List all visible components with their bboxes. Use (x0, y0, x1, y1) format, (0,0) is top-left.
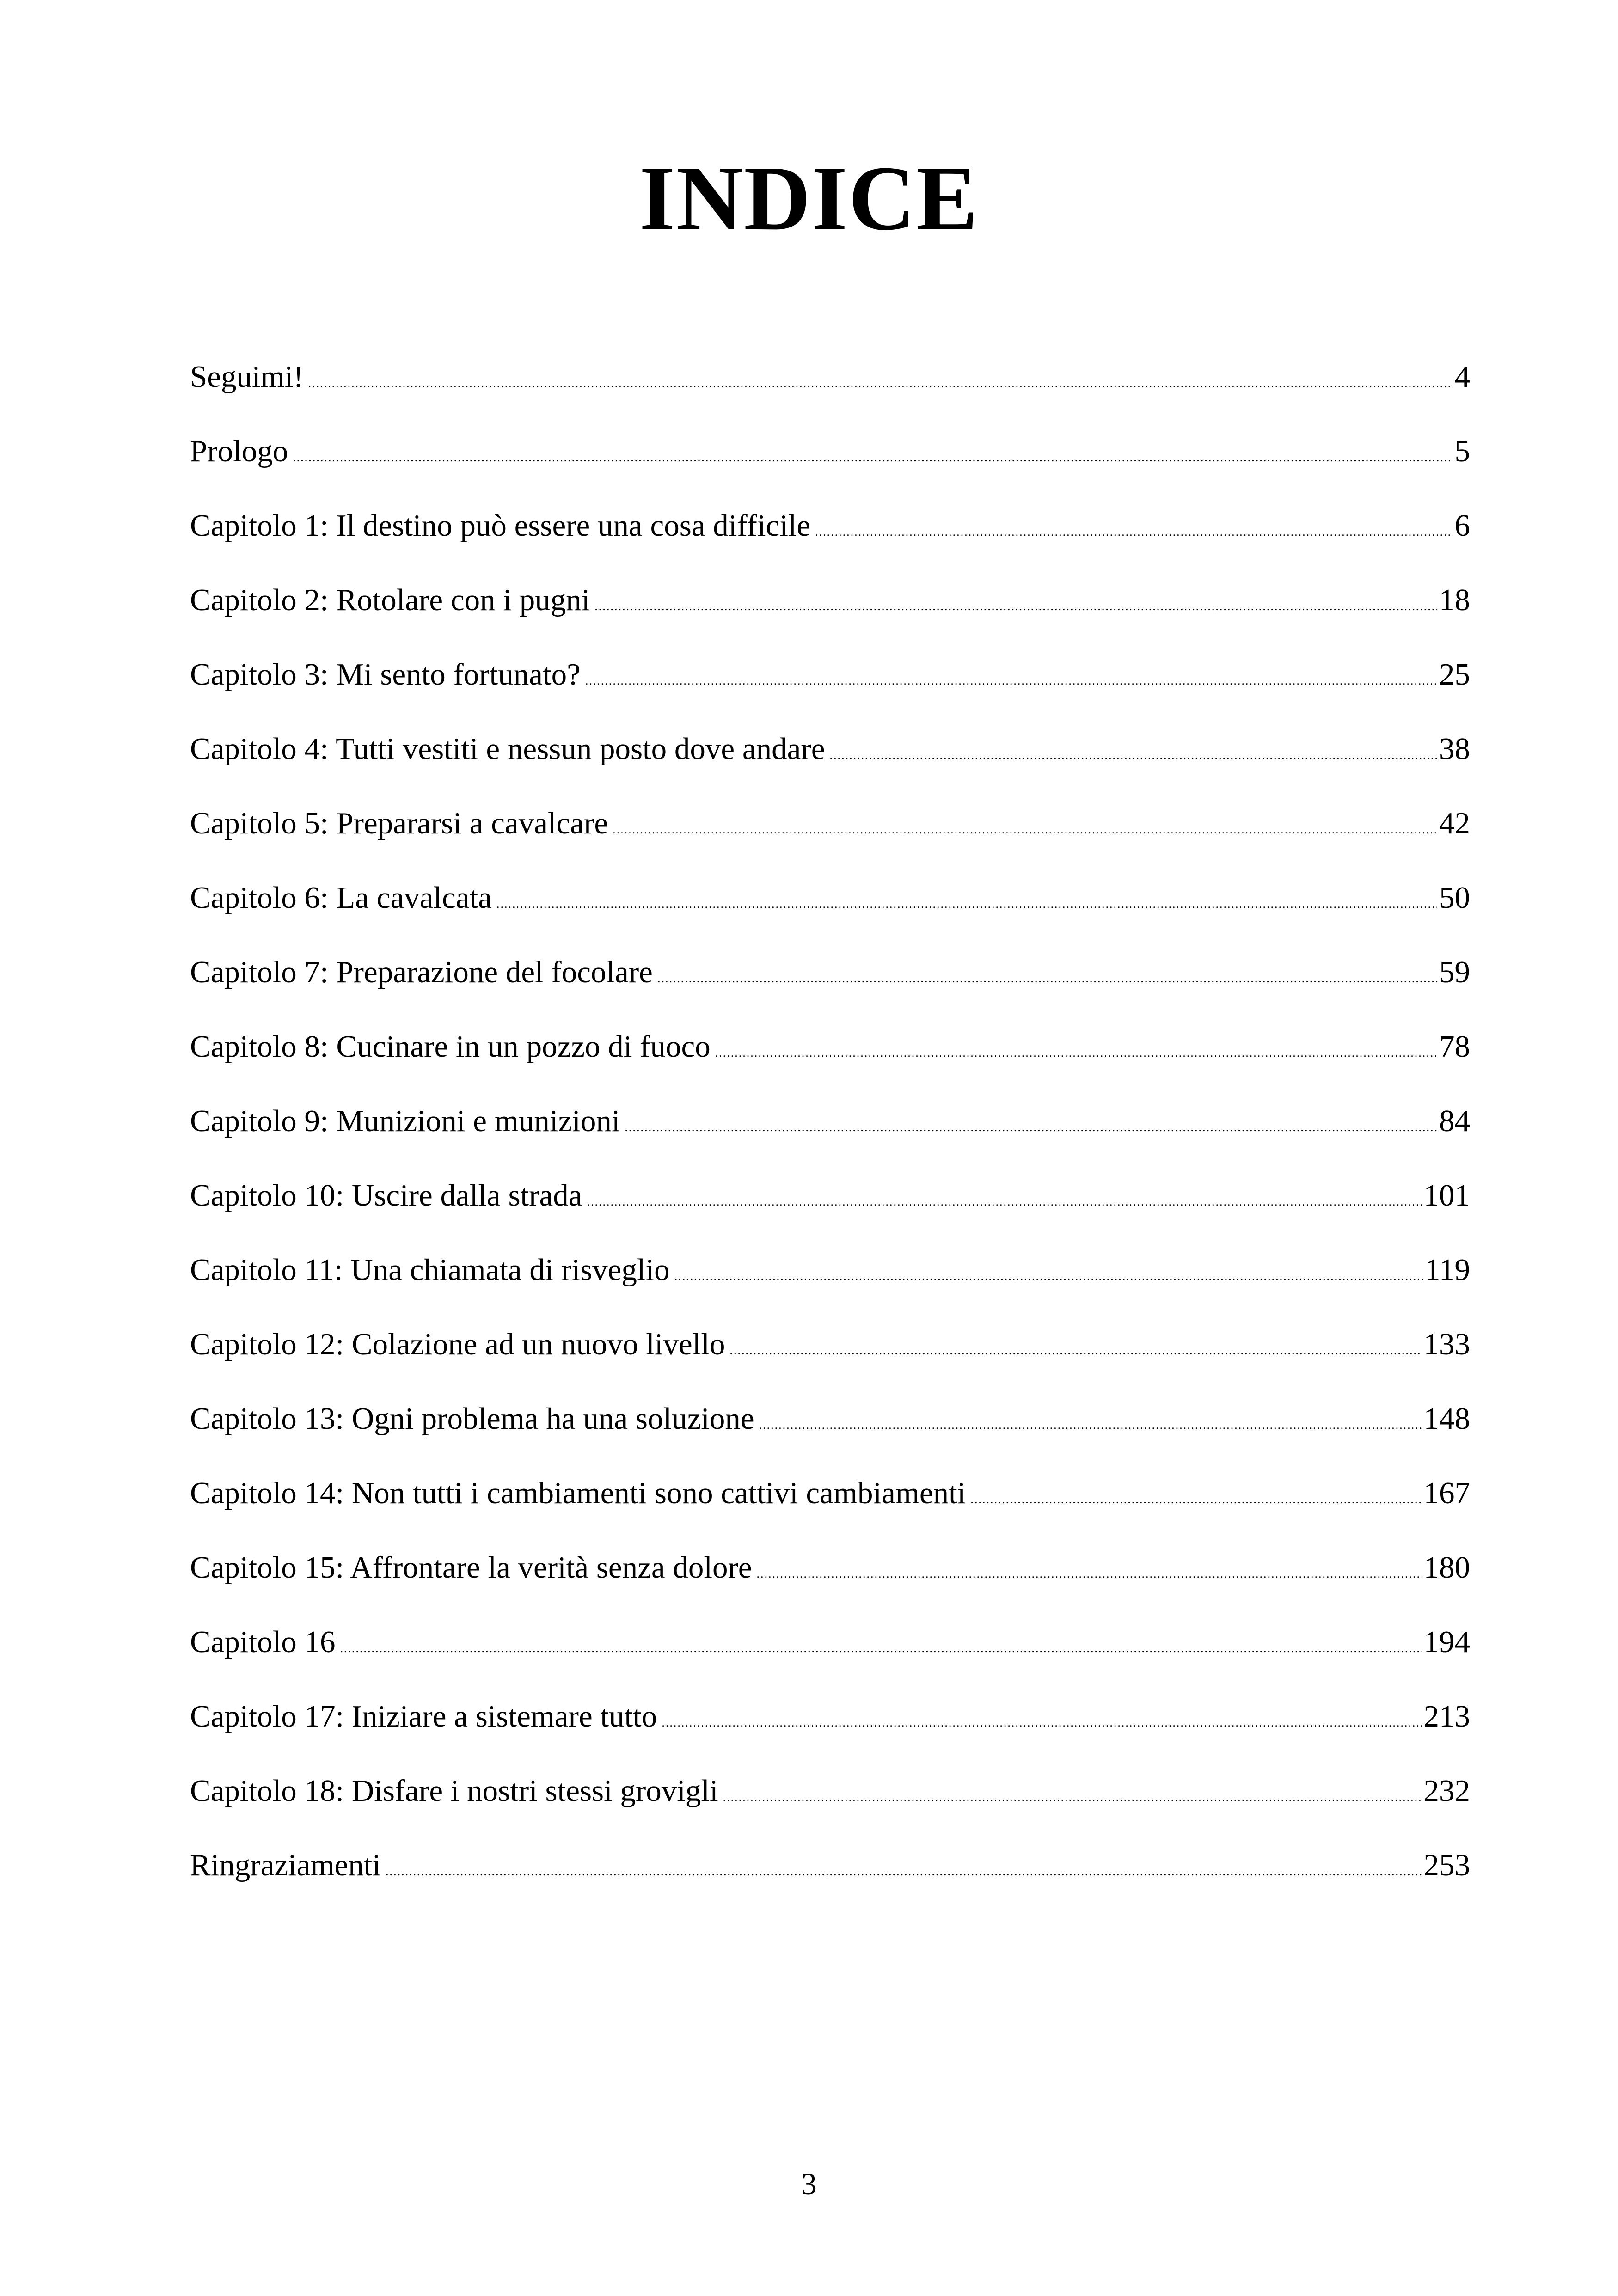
toc-entry[interactable] (190, 1384, 1470, 1458)
toc-entry[interactable] (190, 1235, 1470, 1310)
toc-entry[interactable] (190, 789, 1470, 863)
toc-entry-page: 4 (1454, 360, 1470, 394)
toc-entry[interactable] (190, 937, 1470, 1012)
toc-dot-leader (970, 1494, 1422, 1506)
toc-entry-label: Prologo (190, 434, 288, 468)
toc-entry-label: Capitolo 3: Mi sento fortunato? (190, 657, 581, 692)
page-number: 3 (801, 2167, 817, 2201)
toc-entry[interactable] (190, 1756, 1470, 1831)
toc-entry-label: Capitolo 15: Affrontare la verità senza dolore (190, 1550, 752, 1585)
toc-entry-page: 84 (1439, 1104, 1470, 1138)
toc-dot-leader (662, 1717, 1422, 1729)
toc-entry[interactable] (190, 863, 1470, 937)
table-of-contents (190, 342, 1470, 1905)
toc-dot-leader (815, 526, 1453, 538)
toc-entry-page: 101 (1423, 1178, 1470, 1212)
toc-dot-leader (587, 1196, 1422, 1208)
toc-dot-leader (293, 452, 1453, 464)
toc-entry-page: 25 (1439, 657, 1470, 692)
toc-entry-label: Capitolo 5: Prepararsi a cavalcare (190, 806, 608, 840)
toc-entry[interactable] (190, 416, 1470, 491)
toc-dot-leader (757, 1568, 1422, 1580)
toc-entry-page: 50 (1439, 881, 1470, 915)
toc-entry[interactable] (190, 1682, 1470, 1756)
toc-dot-leader (625, 1121, 1437, 1133)
toc-entry[interactable] (190, 1086, 1470, 1161)
toc-entry-page: 133 (1423, 1327, 1470, 1361)
toc-entry-page: 180 (1423, 1550, 1470, 1585)
toc-entry-page: 148 (1423, 1402, 1470, 1436)
toc-entry-label: Capitolo 18: Disfare i nostri stessi grovigli (190, 1774, 718, 1808)
toc-dot-leader (674, 1270, 1423, 1282)
toc-entry-label: Capitolo 2: Rotolare con i pugni (190, 583, 590, 617)
toc-entry-page: 213 (1423, 1699, 1470, 1733)
toc-entry[interactable] (190, 342, 1470, 416)
toc-entry[interactable] (190, 1458, 1470, 1533)
toc-dot-leader (829, 749, 1437, 761)
toc-entry-page: 232 (1423, 1774, 1470, 1808)
toc-entry-label: Capitolo 12: Colazione ad un nuovo livello (190, 1327, 725, 1361)
toc-entry-label: Capitolo 6: La cavalcata (190, 881, 492, 915)
toc-entry-label: Capitolo 16 (190, 1625, 336, 1659)
toc-entry-page: 42 (1439, 806, 1470, 840)
toc-entry[interactable] (190, 565, 1470, 640)
toc-entry-label: Capitolo 14: Non tutti i cambiamenti sono cattivi cambiamenti (190, 1476, 966, 1510)
toc-entry-label: Ringraziamenti (190, 1848, 381, 1882)
toc-entry-page: 59 (1439, 955, 1470, 989)
toc-entry-label: Capitolo 7: Preparazione del focolare (190, 955, 653, 989)
page-title: INDICE (639, 147, 979, 250)
toc-entry-label: Capitolo 8: Cucinare in un pozzo di fuoco (190, 1029, 711, 1064)
toc-entry[interactable] (190, 491, 1470, 565)
toc-dot-leader (386, 1866, 1422, 1878)
toc-entry-page: 194 (1423, 1625, 1470, 1659)
toc-dot-leader (657, 973, 1437, 985)
toc-entry-page: 5 (1454, 434, 1470, 468)
toc-entry-page: 38 (1439, 732, 1470, 766)
toc-entry-page: 78 (1439, 1029, 1470, 1064)
toc-entry[interactable] (190, 1831, 1470, 1905)
toc-entry[interactable] (190, 1012, 1470, 1086)
toc-entry-label: Seguimi! (190, 360, 304, 394)
toc-entry[interactable] (190, 1310, 1470, 1384)
toc-entry-label: Capitolo 9: Munizioni e munizioni (190, 1104, 620, 1138)
toc-entry-label: Capitolo 1: Il destino può essere una cosa difficile (190, 508, 811, 543)
toc-entry[interactable] (190, 1533, 1470, 1607)
toc-entry-page: 119 (1424, 1253, 1470, 1287)
toc-entry-label: Capitolo 13: Ogni problema ha una soluzione (190, 1402, 754, 1436)
toc-entry-page: 6 (1454, 508, 1470, 543)
toc-dot-leader (613, 824, 1437, 836)
toc-dot-leader (340, 1642, 1422, 1654)
toc-dot-leader (723, 1791, 1422, 1803)
toc-entry-label: Capitolo 10: Uscire dalla strada (190, 1178, 582, 1212)
toc-dot-leader (585, 675, 1437, 687)
toc-dot-leader (729, 1345, 1422, 1357)
toc-entry-label: Capitolo 4: Tutti vestiti e nessun posto dove andare (190, 732, 825, 766)
toc-entry-page: 167 (1423, 1476, 1470, 1510)
toc-dot-leader (308, 377, 1453, 389)
toc-dot-leader (496, 898, 1437, 910)
toc-entry[interactable] (190, 1607, 1470, 1682)
toc-entry[interactable] (190, 1161, 1470, 1235)
toc-dot-leader (759, 1419, 1422, 1431)
toc-entry[interactable] (190, 714, 1470, 789)
toc-entry[interactable] (190, 640, 1470, 714)
toc-entry-label: Capitolo 11: Una chiamata di risveglio (190, 1253, 670, 1287)
toc-entry-page: 18 (1439, 583, 1470, 617)
toc-dot-leader (594, 600, 1437, 612)
toc-entry-label: Capitolo 17: Iniziare a sistemare tutto (190, 1699, 657, 1733)
toc-dot-leader (715, 1047, 1437, 1059)
toc-entry-page: 253 (1423, 1848, 1470, 1882)
